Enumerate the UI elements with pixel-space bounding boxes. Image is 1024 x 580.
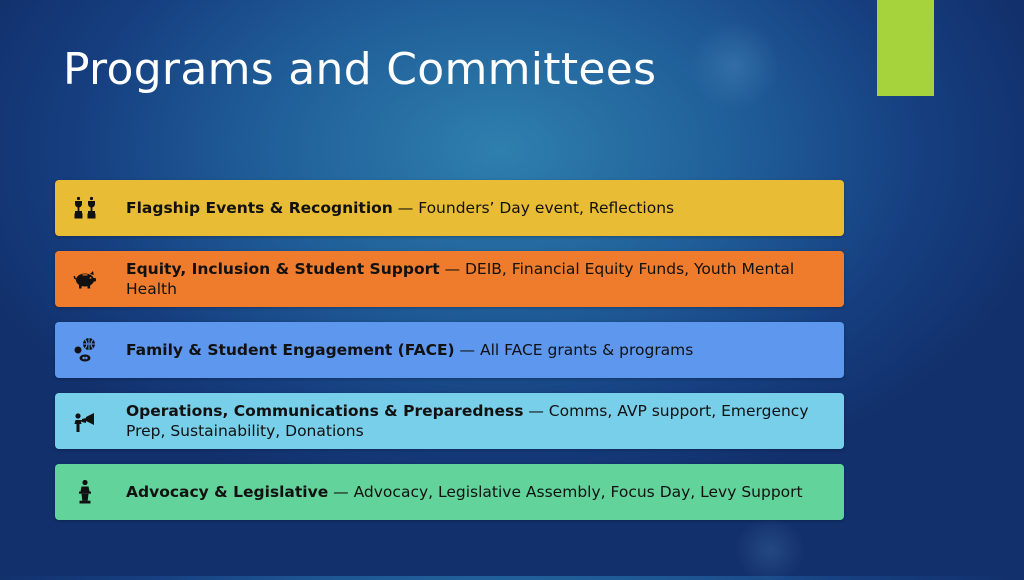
program-name: Flagship Events & Recognition	[126, 199, 393, 217]
program-detail: Founders’ Day event, Reflections	[418, 199, 675, 217]
program-name: Equity, Inclusion & Student Support	[126, 260, 440, 278]
program-detail: All FACE grants & programs	[479, 341, 694, 359]
separator: —	[392, 199, 419, 217]
program-name: Advocacy & Legislative	[126, 483, 329, 501]
separator: —	[439, 260, 465, 278]
program-card-advocacy-legislative[interactable]	[55, 464, 844, 520]
megaphone-person-icon	[71, 407, 99, 435]
program-card-operations-communications[interactable]	[55, 393, 844, 449]
separator: —	[523, 402, 549, 420]
separator: —	[328, 483, 354, 501]
background-glow	[690, 20, 780, 110]
program-card-family-engagement[interactable]	[55, 322, 844, 378]
program-name: Family & Student Engagement (FACE)	[126, 341, 455, 359]
program-card-equity-inclusion[interactable]	[55, 251, 844, 307]
podium-speaker-icon	[71, 478, 99, 506]
separator: —	[454, 341, 480, 359]
program-list	[55, 180, 844, 535]
program-detail: Advocacy, Legislative Assembly, Focus Day, Levy Support	[353, 483, 803, 501]
program-detail: Comms, AVP support, Emergency Prep, Sustainability, Donations	[126, 402, 809, 440]
program-name: Operations, Communications & Preparedness	[126, 402, 524, 420]
slide-title: Programs and Committees	[63, 44, 657, 95]
trophies-icon	[71, 194, 99, 222]
program-detail: DEIB, Financial Equity Funds, Youth Mental Health	[126, 260, 795, 298]
sports-balls-icon	[71, 336, 99, 364]
accent-bar	[877, 0, 934, 96]
piggy-bank-icon	[71, 265, 99, 293]
program-card-flagship-events[interactable]	[55, 180, 844, 236]
